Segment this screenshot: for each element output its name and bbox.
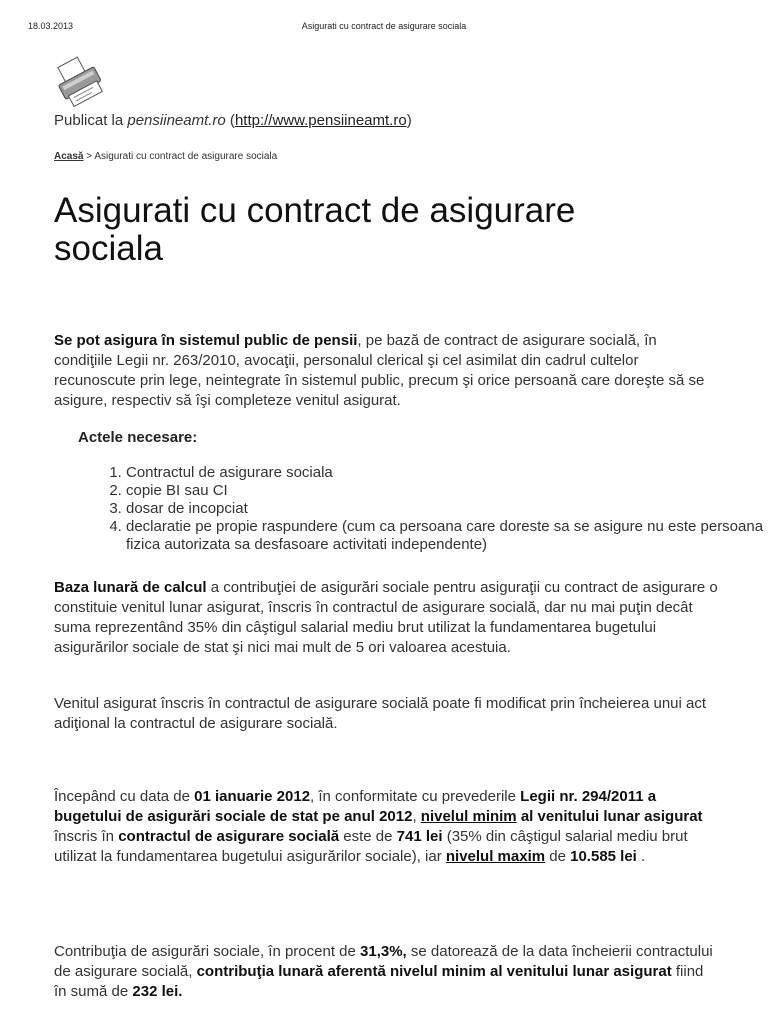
date-bold: 01 ianuarie 2012 [194, 788, 311, 805]
print-title: Asigurati cu contract de asigurare sociala [301, 21, 467, 31]
calculation-base-bold: Baza lunară de calcul [54, 579, 207, 596]
text-span: (35% din câştigul salarial mediu brut utilizat la fundamentarea bugetului asigurărilor sociale), iar [54, 828, 688, 865]
intro-text: , pe bază de contract de asigurare socială, în condiţiile Legii nr. 263/2010, avocaţii, personalul clerical şi cel asimilat din cadrul cultelor recunoscute prin lege, neintegrate în sistemul public, precum şi orice persoană care doreşte să se asigure, respectiv să îşi completeze venitul asigurat. [54, 332, 705, 409]
breadcrumb-current: Asigurati cu contract de asigurare sociala [94, 151, 278, 162]
list-item: 2. copie BI sau CI [126, 482, 766, 500]
contribution-paragraph [54, 942, 718, 1002]
published-line [54, 112, 718, 129]
published-close-paren: ) [406, 112, 412, 129]
published-prefix: Publicat la [54, 112, 128, 129]
intro-paragraph [54, 331, 718, 411]
text-span: . [636, 848, 646, 865]
list-item: 4. declaratie pe propie raspundere (cum ca persoana care doreste sa se asigure nu este persoana fizica autorizata sa desfasoare activitati independente) [126, 518, 766, 554]
monthly-income-bold: al venitului lunar asigurat [516, 808, 703, 825]
site-link[interactable]: http://www.pensiineamt.ro [234, 112, 407, 129]
calculation-base-paragraph [54, 578, 718, 658]
maximum-level-bold: nivelul maxim [445, 848, 546, 865]
list-item: 1. Contractul de asigurare sociala [126, 464, 766, 482]
intro-bold: Se pot asigura în sistemul public de pensii [54, 332, 358, 349]
contribution-amount-bold: 232 lei. [132, 983, 183, 1000]
minimum-amount-bold: 741 lei [396, 828, 443, 845]
text-span: fiind în sumă de [54, 963, 704, 1000]
monthly-contribution-bold: contribuţia lunară aferentă nivelul minim al venitului lunar asigurat [196, 963, 672, 980]
text-span: se datorează de la data încheierii contractului de asigurare socială, [54, 943, 713, 980]
breadcrumb-home-link[interactable]: Acasă [54, 151, 84, 162]
documents-heading: Actele necesare: [78, 429, 198, 446]
print-date: 18.03.2013 [28, 21, 74, 31]
breadcrumb-separator: > [83, 151, 95, 162]
print-header [0, 0, 768, 40]
income-levels-paragraph [54, 787, 718, 867]
amendment-paragraph: Venitul asigurat înscris în contractul de asigurare socială poate fi modificat prin încheierea unui act adiţional la contractul de asigurare socială. [54, 695, 707, 732]
contract-bold: contractul de asigurare socială [118, 828, 340, 845]
documents-list [78, 464, 766, 554]
text-span: Începând cu data de [54, 788, 195, 805]
list-item: 3. dosar de incopciat [126, 500, 766, 518]
text-span: de [545, 848, 571, 865]
minimum-level-bold: nivelul minim [420, 808, 517, 825]
text-span: Contribuţia de asigurări sociale, în procent de [54, 943, 361, 960]
law-bold: Legii nr. 294/2011 a bugetului de asigurări sociale de stat pe anul 2012 [54, 788, 657, 825]
published-site: pensiineamt.ro [127, 112, 226, 129]
page-title: Asigurati cu contract de asigurare sociala [54, 191, 576, 268]
printer-icon[interactable] [52, 50, 110, 108]
maximum-amount-bold: 10.585 lei [570, 848, 637, 865]
text-span: este de [339, 828, 397, 845]
published-open-paren: ( [225, 112, 235, 129]
text-span: înscris în [54, 828, 119, 845]
calculation-base-text: a contribuţiei de asigurări sociale pentru asiguraţii cu contract de asigurare o constituie venitul lunar asigurat, înscris în contractul de asigurare socială, dar nu mai puţin decât suma reprezentând 35% din câştigul salarial mediu brut utilizat la fundamentarea bugetului asigurărilor sociale de stat şi nici mai mult de 5 ori valoarea acestuia. [54, 579, 718, 656]
percent-bold: 31,3%, [360, 943, 407, 960]
text-span: , în conformitate cu prevederile [310, 788, 521, 805]
breadcrumb [54, 151, 718, 162]
text-span: , [412, 808, 421, 825]
